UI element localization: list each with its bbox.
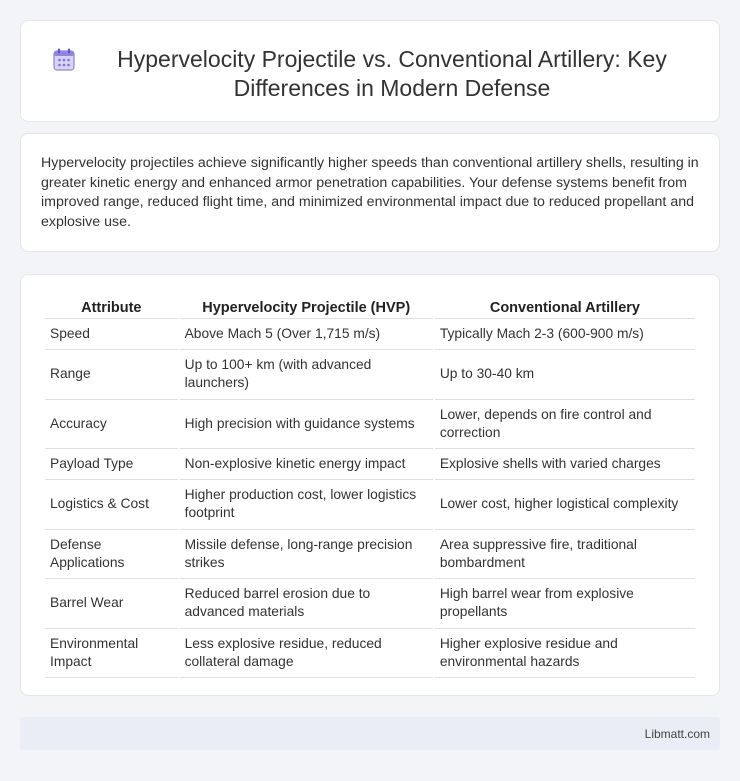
table-row [45,579,695,629]
cell-attribute: Payload Type [45,449,178,480]
cell-attribute: Range [45,350,178,400]
footer-bar [20,717,720,750]
cell-attribute: Defense Applications [45,530,178,580]
cell-conventional: Up to 30-40 km [435,350,695,400]
table-row [45,530,695,580]
page-title: Hypervelocity Projectile vs. Conventional Artillery: Key Differences in Modern Defense [117,46,667,101]
title-card [20,20,720,122]
cell-conventional: Typically Mach 2-3 (600-900 m/s) [435,319,695,350]
cell-hvp: Higher production cost, lower logistics footprint [180,480,433,530]
intro-paragraph: Hypervelocity projectiles achieve significantly higher speeds than conventional artillery shells, resulting in greater kinetic energy and enhanced armor penetration capabilities. Your defense systems benefit from improved range, reduced flight time, and minimized environmental impact due to reduced propellant and explosive use. [41,155,699,230]
cell-conventional: Area suppressive fire, traditional bombardment [435,530,695,580]
table-row [45,480,695,530]
cell-hvp: Up to 100+ km (with advanced launchers) [180,350,433,400]
cell-hvp: Above Mach 5 (Over 1,715 m/s) [180,319,433,350]
table-row [45,350,695,400]
intro-card [20,133,720,252]
table-row [45,319,695,350]
cell-conventional: High barrel wear from explosive propellants [435,579,695,629]
header-conventional: Conventional Artillery [435,297,695,319]
cell-conventional: Higher explosive residue and environmental hazards [435,629,695,679]
cell-attribute: Barrel Wear [45,579,178,629]
table-row [45,629,695,679]
table-header-row [45,297,695,319]
header-attribute: Attribute [45,297,178,319]
cell-hvp: Reduced barrel erosion due to advanced materials [180,579,433,629]
calendar-icon [51,47,77,73]
cell-conventional: Explosive shells with varied charges [435,449,695,480]
cell-attribute: Environmental Impact [45,629,178,679]
table-card [20,274,720,696]
cell-conventional: Lower cost, higher logistical complexity [435,480,695,530]
cell-conventional: Lower, depends on fire control and correction [435,400,695,450]
cell-attribute: Speed [45,319,178,350]
cell-attribute: Accuracy [45,400,178,450]
table-row [45,400,695,450]
comparison-table [43,297,697,678]
header-hvp: Hypervelocity Projectile (HVP) [180,297,433,319]
table-row [45,449,695,480]
cell-hvp: High precision with guidance systems [180,400,433,450]
footer-site-link[interactable]: Libmatt.com [644,727,710,741]
cell-hvp: Missile defense, long-range precision strikes [180,530,433,580]
title-wrap [21,21,719,103]
cell-hvp: Less explosive residue, reduced collateral damage [180,629,433,679]
cell-attribute: Logistics & Cost [45,480,178,530]
cell-hvp: Non-explosive kinetic energy impact [180,449,433,480]
